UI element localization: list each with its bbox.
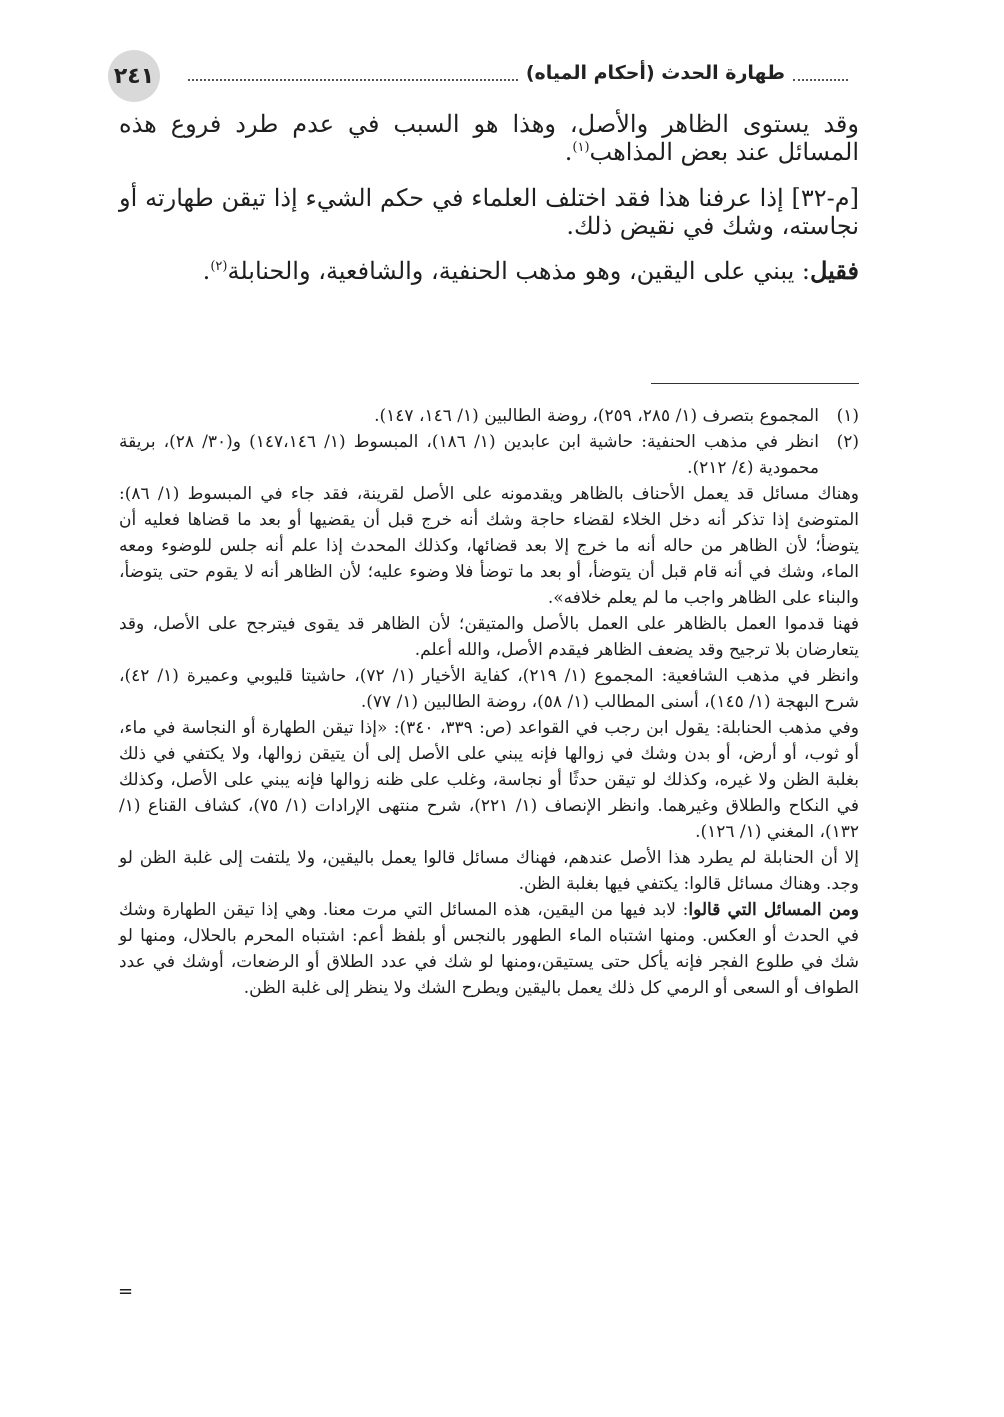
footnote-2-number: (٢): [836, 432, 859, 452]
footnote-paragraph-6-lead: ومن المسائل التي قالوا: [688, 900, 859, 920]
footnote-1-number: (١): [836, 406, 859, 426]
paragraph-3-text: : يبني على اليقين، وهو مذهب الحنفية، والشافعية، والحنابلة: [227, 257, 810, 286]
page-header: [108, 50, 848, 100]
footnote-paragraph-6: [119, 897, 859, 1001]
footnote-2-text: انظر في مذهب الحنفية: حاشية ابن عابدين (١/ ١٨٦)، المبسوط (١/ ١٤٧،١٤٦) و(٣٠/ ٢٨)، بريقة محمودية (٤/ ٢١٢).: [119, 432, 819, 478]
footnote-paragraph-1: وهناك مسائل قد يعمل الأحناف بالظاهر ويقدمونه على الأصل لقرينة، فقد جاء في المبسوط (١/ ٨٦): المتوضئ إذا تذكر أنه دخل الخلاء لقضاء حاجة وشك أنه خرج قبل أن يقضيها أو بعد ما قضاها فعليه أن يتوضأ؛ لأن الظاهر من حاله أنه ما خرج إلا بعد قضائها، وكذلك المحدث إذا علم أنه جلس للوضوء ومعه الماء، وشك في أنه قام قبل أن يتوضأ، أو بعد ما توضأ فلا وضوء عليه؛ لأن الظاهر أنه لا يقوم حتى يتوضأ، والبناء على الظاهر واجب ما لم يعلم خلافه».: [119, 484, 859, 608]
running-head: [188, 58, 848, 88]
footnote-ref-2[interactable]: (٢): [210, 259, 228, 275]
footnotes-section: [119, 403, 859, 1001]
paragraph-1-end: .: [564, 138, 573, 167]
paragraph-1: [119, 110, 859, 167]
paragraph-2: [م-٣٢] إذا عرفنا هذا فقد اختلف العلماء في حكم الشيء إذا تيقن طهارته أو نجاسته، وشك في نقيض ذلك.: [119, 183, 859, 240]
footnote-1: [119, 403, 859, 429]
footnote-paragraph-2: فهنا قدموا العمل بالظاهر على العمل بالأصل والمتيقن؛ لأن الظاهر قد يقوى فيترجح على الأصل، وقد يتعارضان بلا ترجيح وقد يضعف الظاهر فيقدم الأصل، والله أعلم.: [119, 614, 859, 660]
paragraph-3: [119, 257, 859, 285]
page-number-badge: ٢٤١: [108, 50, 160, 102]
footnote-ref-1[interactable]: (١): [572, 140, 590, 156]
footnote-separator: [651, 383, 859, 384]
footnote-2: [119, 429, 859, 481]
footnote-1-text: المجموع بتصرف (١/ ٢٨٥، ٢٥٩)، روضة الطالبين (١/ ١٤٦، ١٤٧).: [374, 406, 819, 426]
header-dots-right: [793, 65, 848, 81]
main-text: [119, 110, 859, 303]
paragraph-1-text: وقد يستوى الظاهر والأصل، وهذا هو السبب في عدم طرد فروع هذه المسائل عند بعض المذاهب: [119, 110, 859, 167]
footnote-paragraph-5: إلا أن الحنابلة لم يطرد هذا الأصل عندهم، فهناك مسائل قالوا يعمل باليقين، ولا يلتفت إلى غلبة الظن لو وجد. وهناك مسائل قالوا: يكتفي فيها بغلبة الظن.: [119, 848, 859, 894]
paragraph-3-lead: فقيل: [809, 256, 859, 286]
paragraph-3-end: .: [202, 257, 211, 286]
footnote-paragraph-4: وفي مذهب الحنابلة: يقول ابن رجب في القواعد (ص: ٣٣٩، ٣٤٠): «إذا تيقن الطهارة أو النجاسة في ماء، أو ثوب، أو أرض، أو بدن وشك في زوالها فإنه يبني على الأصل إلى أن يتيقن زوالها، ولا يكتفي في ذلك بغلبة الظن ولا غيره، وكذلك لو تيقن حدثًا أو نجاسة، وغلب على ظنه زوالها فإنه يبني على الأصل، وكذلك في النكاح والطلاق وغيرهما. وانظر الإنصاف (١/ ٢٢١)، شرح منتهى الإرادات (١/ ٧٥)، كشاف القناع (١/ ١٣٢)، المغني (١/ ١٢٦).: [119, 718, 859, 842]
header-dots-left: [188, 65, 518, 81]
continuation-mark: =: [118, 1281, 134, 1302]
running-title: طهارة الحدث (أحكام المياه): [525, 62, 785, 84]
footnote-paragraph-3: وانظر في مذهب الشافعية: المجموع (١/ ٢١٩)، كفاية الأخيار (١/ ٧٢)، حاشيتا قليوبي وعميرة (١/ ٤٢)، شرح البهجة (١/ ١٤٥)، أسنى المطالب (١/ ٥٨)، روضة الطالبين (١/ ٧٧).: [119, 666, 859, 712]
footnote-paragraph-6-text: : لابد فيها من اليقين، هذه المسائل التي مرت معنا. وهي إذا تيقن الطهارة وشك في الحدث أو العكس. ومنها اشتباه الماء الطهور بالنجس أو بلفظ أعم: اشتباه المحرم بالحلال، ومنها لو شك في طلوع الفجر فإنه يأكل حتى يستيقن،ومنها لو شك في عدد الطلاق أو الرضعات، أوشك في عدد الطواف أو السعى أو الرمي كل ذلك يعمل باليقين ويطرح الشك ولا ينظر إلى غلبة الظن.: [119, 900, 859, 998]
